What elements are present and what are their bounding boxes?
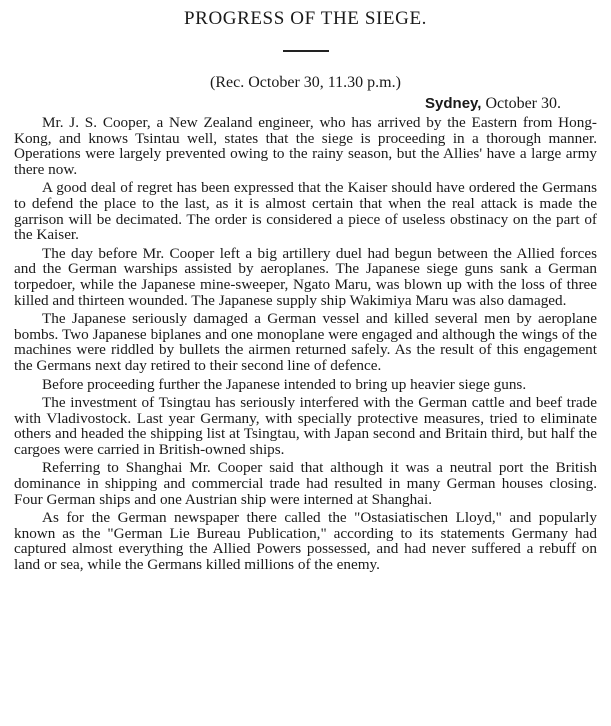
- article-paragraph: The investment of Tsingtau has seriously interfered with the German cattle and beef trade with Vladivostock. Last year Germany, with specially protective measures, tried to eliminate others and headed the shipping list at Tsingtau, with Japan second and Britain third, but half the cargoes were carried in British-owned ships.: [14, 394, 597, 458]
- article-paragraph: A good deal of regret has been expressed that the Kaiser should have ordered the Germans to defend the place to the last, as it is almost certain that when the real attack is made the garrison will be decimated. The order is considered a piece of useless obstinacy on the part of the Kaiser.: [14, 179, 597, 244]
- dateline-date: October 30.: [485, 95, 561, 112]
- article-paragraph: The day before Mr. Cooper left a big artillery duel had begun between the Allied forces and the German warships assisted by aeroplanes. The Japanese siege guns sank a German torpedoer, while the Japanese mine-sweeper, Ngato Maru, was blown up with the loss of three killed and thirteen wounded. The Japanese supply ship Wakimiya Maru was also damaged.: [14, 244, 597, 309]
- dateline-place: Sydney,: [425, 95, 482, 112]
- article-headline: PROGRESS OF THE SIEGE.: [184, 8, 427, 29]
- received-timestamp: (Rec. October 30, 11.30 p.m.): [210, 74, 401, 91]
- article-paragraph: Mr. J. S. Cooper, a New Zealand engineer, who has arrived by the Eastern from Hong-Kong, and knows Tsintau well, states that the siege is proceeding in a thorough manner. Operations were largely prevented owing to the rainy season, but the Allies' have a large army there now.: [14, 114, 597, 178]
- article-paragraph: Before proceeding further the Japanese intended to bring up heavier siege guns.: [42, 375, 527, 393]
- headline-divider: [283, 50, 329, 52]
- article-paragraph: The Japanese seriously damaged a German vessel and killed several men by aeroplane bombs. Two Japanese biplanes and one monoplane were engaged and although the wings of the machines were riddled by bullets the airmen returned safely. As the result of this engagement the Germans next day retired to their second line of defence.: [14, 310, 597, 374]
- article-paragraph: As for the German newspaper there called the "Ostasiatischen Lloyd," and popularly known as the "German Lie Bureau Publication," according to its statements Germany had captured almost everything the Allied Powers possessed, and had never suffered a rebuff on land or sea, while the Germans killed millions of the enemy.: [14, 509, 597, 574]
- dateline: [425, 95, 561, 113]
- article-body: [14, 115, 597, 576]
- article-paragraph: Referring to Shanghai Mr. Cooper said that although it was a neutral port the British dominance in shipping and commercial trade had resulted in many German houses closing. Four German ships and one Austrian ship were interned at Shanghai.: [14, 459, 597, 508]
